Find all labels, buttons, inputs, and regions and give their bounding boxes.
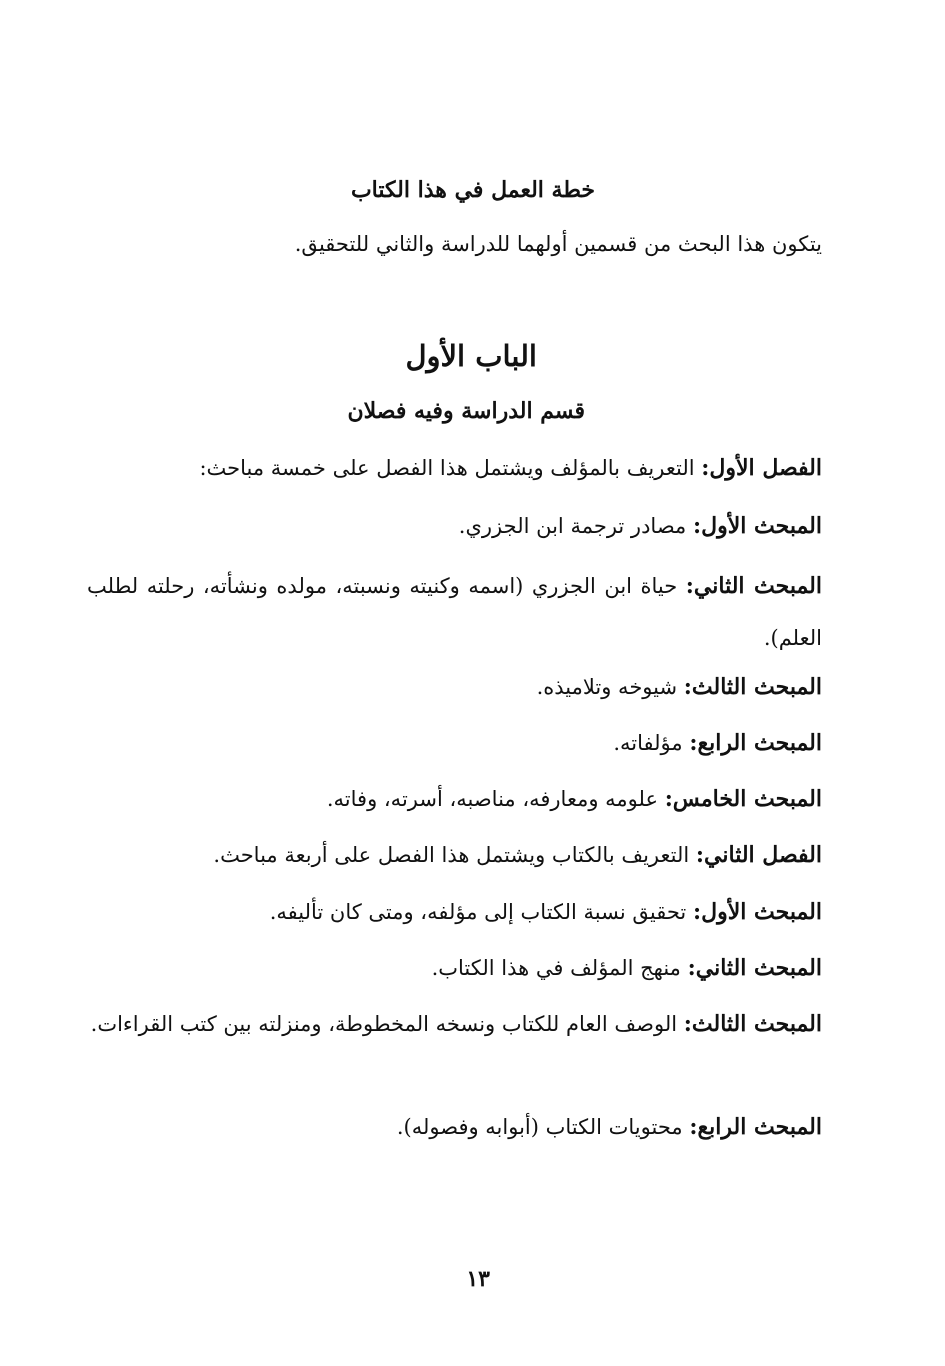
section-label: المبحث الثاني: (685, 573, 822, 599)
section-entry (613, 727, 822, 760)
section-label: المبحث الرابع: (689, 730, 822, 756)
section-entry (270, 896, 822, 929)
section-entry (87, 560, 822, 664)
section-text: منهج المؤلف في هذا الكتاب. (431, 956, 681, 980)
section-text: محتويات الكتاب (أبوابه وفصوله). (396, 1115, 683, 1139)
section-entry (397, 1111, 822, 1144)
plan-intro: يتكون هذا البحث من قسمين أولهما للدراسة والثاني للتحقيق. (294, 232, 822, 256)
section-entry (537, 671, 822, 704)
section-text: تحقيق نسبة الكتاب إلى مؤلفه، ومتى كان تأليفه. (269, 900, 687, 924)
section-label: الفصل الثاني: (695, 842, 822, 868)
section-entry (459, 510, 822, 543)
section-text: شيوخه وتلاميذه. (536, 675, 678, 699)
chapter-subtitle: قسم الدراسة وفيه فصلان (347, 398, 585, 424)
section-text: التعريف بالكتاب ويشتمل هذا الفصل على أربعة مباحث. (213, 843, 690, 867)
section-entry (213, 839, 822, 872)
section-label: الفصل الأول: (701, 455, 822, 481)
section-text: حياة ابن الجزري (اسمه وكنيته ونسبته، مولده ونشأته، رحلته لطلب العلم). (87, 574, 822, 650)
page-number: ١٣ (466, 1266, 490, 1292)
section-entry (327, 783, 822, 816)
section-text: مؤلفاته. (613, 731, 683, 755)
section-label: المبحث الخامس: (664, 786, 822, 812)
section-entry (87, 998, 822, 1050)
section-label: المبحث الأول: (692, 513, 822, 539)
section-text: علومه ومعارفه، مناصبه، أسرته، وفاته. (326, 787, 658, 811)
section-text: التعريف بالمؤلف ويشتمل هذا الفصل على خمسة مباحث: (199, 456, 695, 480)
section-label: المبحث الأول: (692, 899, 822, 925)
section-entry (432, 952, 822, 985)
section-label: المبحث الثالث: (683, 1011, 822, 1037)
plan-title: خطة العمل في هذا الكتاب (350, 177, 595, 203)
section-label: المبحث الرابع: (689, 1114, 822, 1140)
section-text: الوصف العام للكتاب ونسخه المخطوطة، ومنزلته بين كتب القراءات. (90, 1012, 678, 1036)
section-text: مصادر ترجمة ابن الجزري. (458, 514, 687, 538)
section-label: المبحث الثاني: (687, 955, 822, 981)
section-entry (199, 452, 822, 485)
section-label: المبحث الثالث: (683, 674, 822, 700)
chapter-title: الباب الأول (405, 339, 537, 373)
